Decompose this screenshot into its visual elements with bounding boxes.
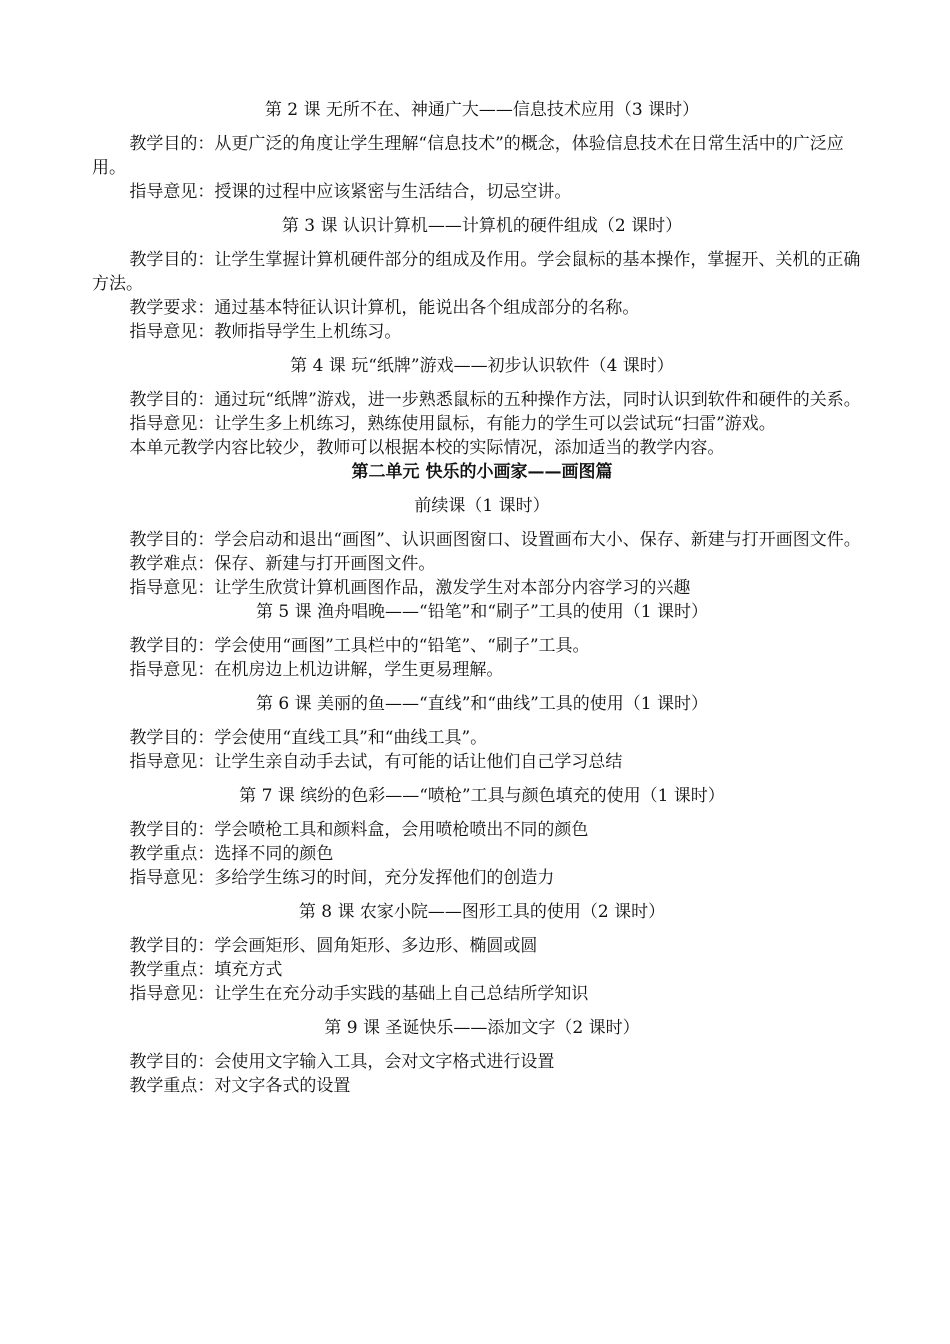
paragraph: 指导意见：多给学生练习的时间，充分发挥他们的创造力 xyxy=(129,868,555,888)
unit-2-title: 第二单元 快乐的小画家——画图篇 xyxy=(351,462,613,482)
lesson-8-title: 第 8 课 农家小院——图形工具的使用（2 课时） xyxy=(298,902,666,922)
intro-lesson-title: 前续课（1 课时） xyxy=(414,496,550,516)
paragraph: 指导意见：让学生亲自动手去试，有可能的话让他们自己学习总结 xyxy=(129,752,623,772)
paragraph: 教学目的：通过玩“纸牌”游戏，进一步熟悉鼠标的五种操作方法，同时认识到软件和硬件的关系。 xyxy=(129,390,861,410)
paragraph: 教学目的：让学生掌握计算机硬件部分的组成及作用。学会鼠标的基本操作，掌握开、关机的正确方法。 xyxy=(92,250,861,294)
lesson-6-title: 第 6 课 美丽的鱼——“直线”和“曲线”工具的使用（1 课时） xyxy=(255,694,708,714)
paragraph: 指导意见：在机房边上机边讲解，学生更易理解。 xyxy=(129,660,504,680)
paragraph: 教学目的：学会启动和退出“画图”、认识画图窗口、设置画布大小、保存、新建与打开画图文件。 xyxy=(129,530,861,550)
paragraph: 教学目的：学会喷枪工具和颜料盒，会用喷枪喷出不同的颜色 xyxy=(129,820,589,840)
lesson-2-title: 第 2 课 无所不在、神通广大——信息技术应用（3 课时） xyxy=(264,100,700,120)
paragraph: 教学重点：对文字各式的设置 xyxy=(129,1076,351,1096)
paragraph: 指导意见：让学生欣赏计算机画图作品，激发学生对本部分内容学习的兴趣 xyxy=(129,578,691,598)
paragraph: 指导意见：让学生在充分动手实践的基础上自己总结所学知识 xyxy=(129,984,589,1004)
paragraph: 教学目的：会使用文字输入工具，会对文字格式进行设置 xyxy=(129,1052,555,1072)
paragraph: 本单元教学内容比较少，教师可以根据本校的实际情况，添加适当的教学内容。 xyxy=(129,438,725,458)
paragraph: 指导意见：教师指导学生上机练习。 xyxy=(129,322,402,342)
paragraph: 指导意见：让学生多上机练习，熟练使用鼠标，有能力的学生可以尝试玩“扫雷”游戏。 xyxy=(129,414,776,434)
lesson-5-title: 第 5 课 渔舟唱晚——“铅笔”和“刷子”工具的使用（1 课时） xyxy=(255,602,708,622)
lesson-3-title: 第 3 课 认识计算机——计算机的硬件组成（2 课时） xyxy=(281,216,683,236)
paragraph: 教学目的：学会使用“画图”工具栏中的“铅笔”、“刷子”工具。 xyxy=(129,636,590,656)
paragraph: 教学重点：填充方式 xyxy=(129,960,283,980)
document-page xyxy=(92,98,872,1098)
paragraph: 教学目的：学会画矩形、圆角矩形、多边形、椭圆或圆 xyxy=(129,936,538,956)
lesson-7-title: 第 7 课 缤纷的色彩——“喷枪”工具与颜色填充的使用（1 课时） xyxy=(239,786,725,806)
paragraph: 教学重点：选择不同的颜色 xyxy=(129,844,334,864)
paragraph: 教学目的：从更广泛的角度让学生理解“信息技术”的概念，体验信息技术在日常生活中的广泛应用。 xyxy=(92,134,844,178)
lesson-4-title: 第 4 课 玩“纸牌”游戏——初步认识软件（4 课时） xyxy=(290,356,674,376)
paragraph: 教学目的：学会使用“直线工具”和“曲线工具”。 xyxy=(129,728,488,748)
paragraph: 指导意见：授课的过程中应该紧密与生活结合，切忌空讲。 xyxy=(129,182,572,202)
paragraph: 教学难点：保存、新建与打开画图文件。 xyxy=(129,554,436,574)
lesson-9-title: 第 9 课 圣诞快乐——添加文字（2 课时） xyxy=(324,1018,640,1038)
paragraph: 教学要求：通过基本特征认识计算机，能说出各个组成部分的名称。 xyxy=(129,298,640,318)
